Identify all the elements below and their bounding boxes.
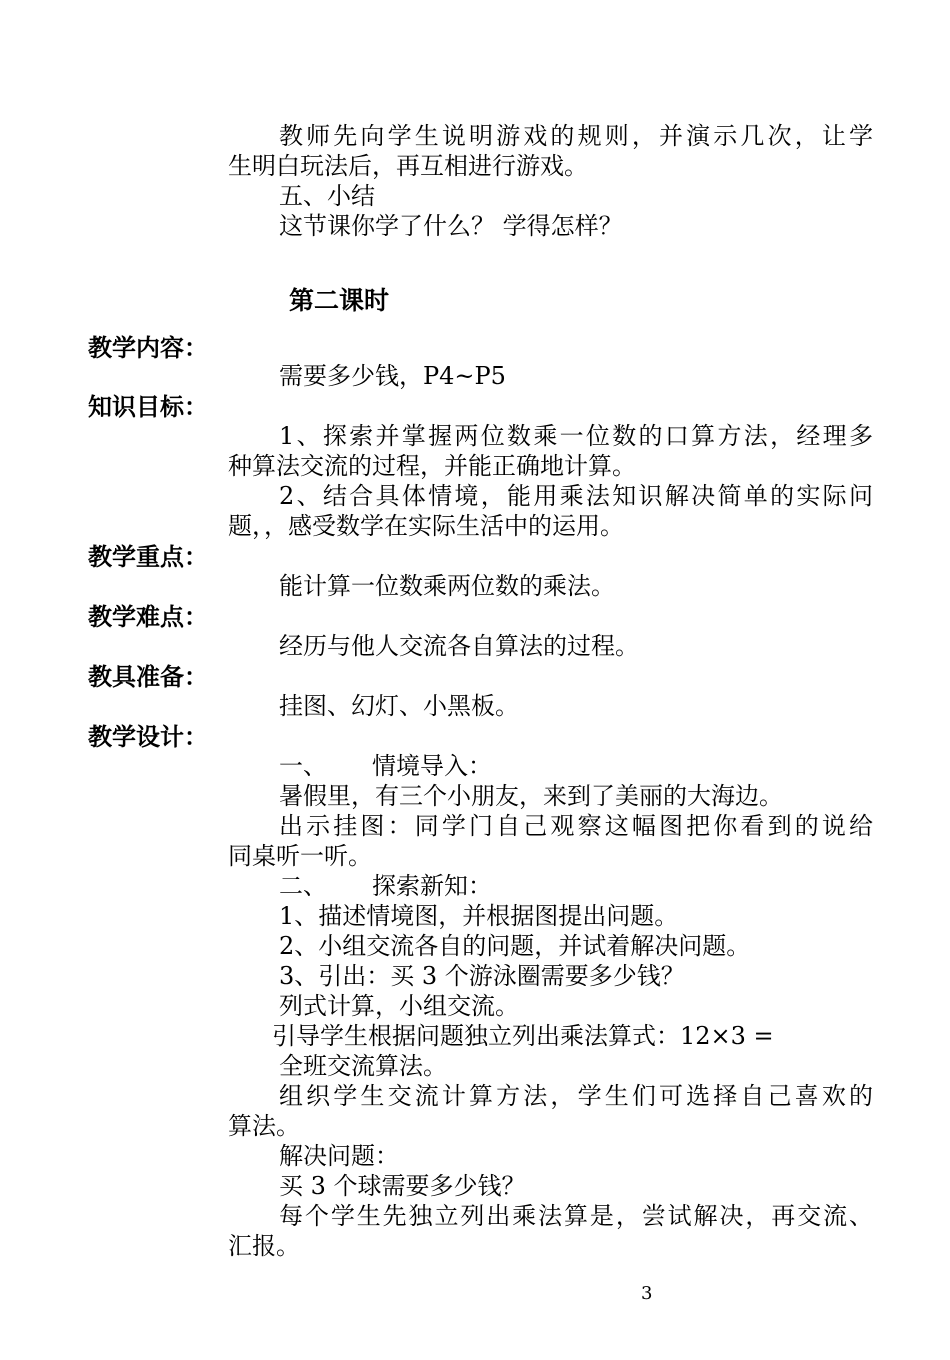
- step-1-title: 情境导入：: [372, 752, 492, 780]
- key-point-text: 能计算一位数乘两位数的乘法。: [279, 572, 615, 600]
- design-each-line-1: 每个学生先独立列出乘法算是，尝试解决，再交流、: [279, 1202, 873, 1230]
- design-show-line-1: 出示挂图：同学门自己观察这幅图把你看到的说给: [279, 812, 873, 840]
- design-guide-line: 引导学生根据问题独立列出乘法算式：12×3 =: [272, 1022, 774, 1050]
- difficulty-text: 经历与他人交流各自算法的过程。: [279, 632, 639, 660]
- goal-1-line-1: 1、探索并掌握两位数乘一位数的口算方法，经理多: [279, 422, 873, 450]
- design-calc-line: 列式计算，小组交流。: [279, 992, 519, 1020]
- design-summer-line: 暑假里，有三个小朋友，来到了美丽的大海边。: [279, 782, 783, 810]
- teaching-content-text: 需要多少钱，P4~P5: [279, 362, 506, 390]
- step-2-title: 探索新知：: [372, 872, 492, 900]
- lesson-title: 第二课时: [289, 286, 390, 315]
- goal-2-line-1: 2、结合具体情境，能用乘法知识解决简单的实际问: [279, 482, 873, 510]
- summary-section-heading: 五、小结: [279, 182, 375, 210]
- page-number: 3: [641, 1283, 653, 1304]
- design-item-1: 1、描述情境图，并根据图提出问题。: [279, 902, 679, 930]
- goal-1-line-2: 种算法交流的过程，并能正确地计算。: [228, 452, 636, 480]
- design-item-3: 3、引出：买 3 个游泳圈需要多少钱？: [279, 962, 685, 990]
- design-each-line-2: 汇报。: [228, 1232, 300, 1260]
- intro-paragraph-line-2: 生明白玩法后，再互相进行游戏。: [228, 152, 588, 180]
- design-organize-line-1: 组织学生交流计算方法，学生们可选择自己喜欢的: [279, 1082, 873, 1110]
- difficulty-label: 教学难点：: [88, 603, 208, 631]
- design-label: 教学设计：: [88, 723, 208, 751]
- design-solve-line: 解决问题：: [279, 1142, 399, 1170]
- design-show-line-2: 同桌听一听。: [228, 842, 372, 870]
- step-2-number: 二、: [279, 872, 327, 900]
- step-1-number: 一、: [279, 752, 327, 780]
- key-point-label: 教学重点：: [88, 543, 208, 571]
- design-item-2: 2、小组交流各自的问题，并试着解决问题。: [279, 932, 751, 960]
- summary-question: 这节课你学了什么？ 学得怎样？: [279, 212, 623, 240]
- materials-label: 教具准备：: [88, 663, 208, 691]
- intro-paragraph-line-1: 教师先向学生说明游戏的规则，并演示几次，让学: [279, 122, 873, 150]
- design-organize-line-2: 算法。: [228, 1112, 300, 1140]
- design-class-line: 全班交流算法。: [279, 1052, 447, 1080]
- materials-text: 挂图、幻灯、小黑板。: [279, 692, 519, 720]
- design-ball-line: 买 3 个球需要多少钱？: [279, 1172, 526, 1200]
- goal-2-line-2: 题，，感受数学在实际生活中的运用。: [228, 512, 624, 540]
- knowledge-goals-label: 知识目标：: [88, 393, 208, 421]
- teaching-content-label: 教学内容：: [88, 334, 208, 362]
